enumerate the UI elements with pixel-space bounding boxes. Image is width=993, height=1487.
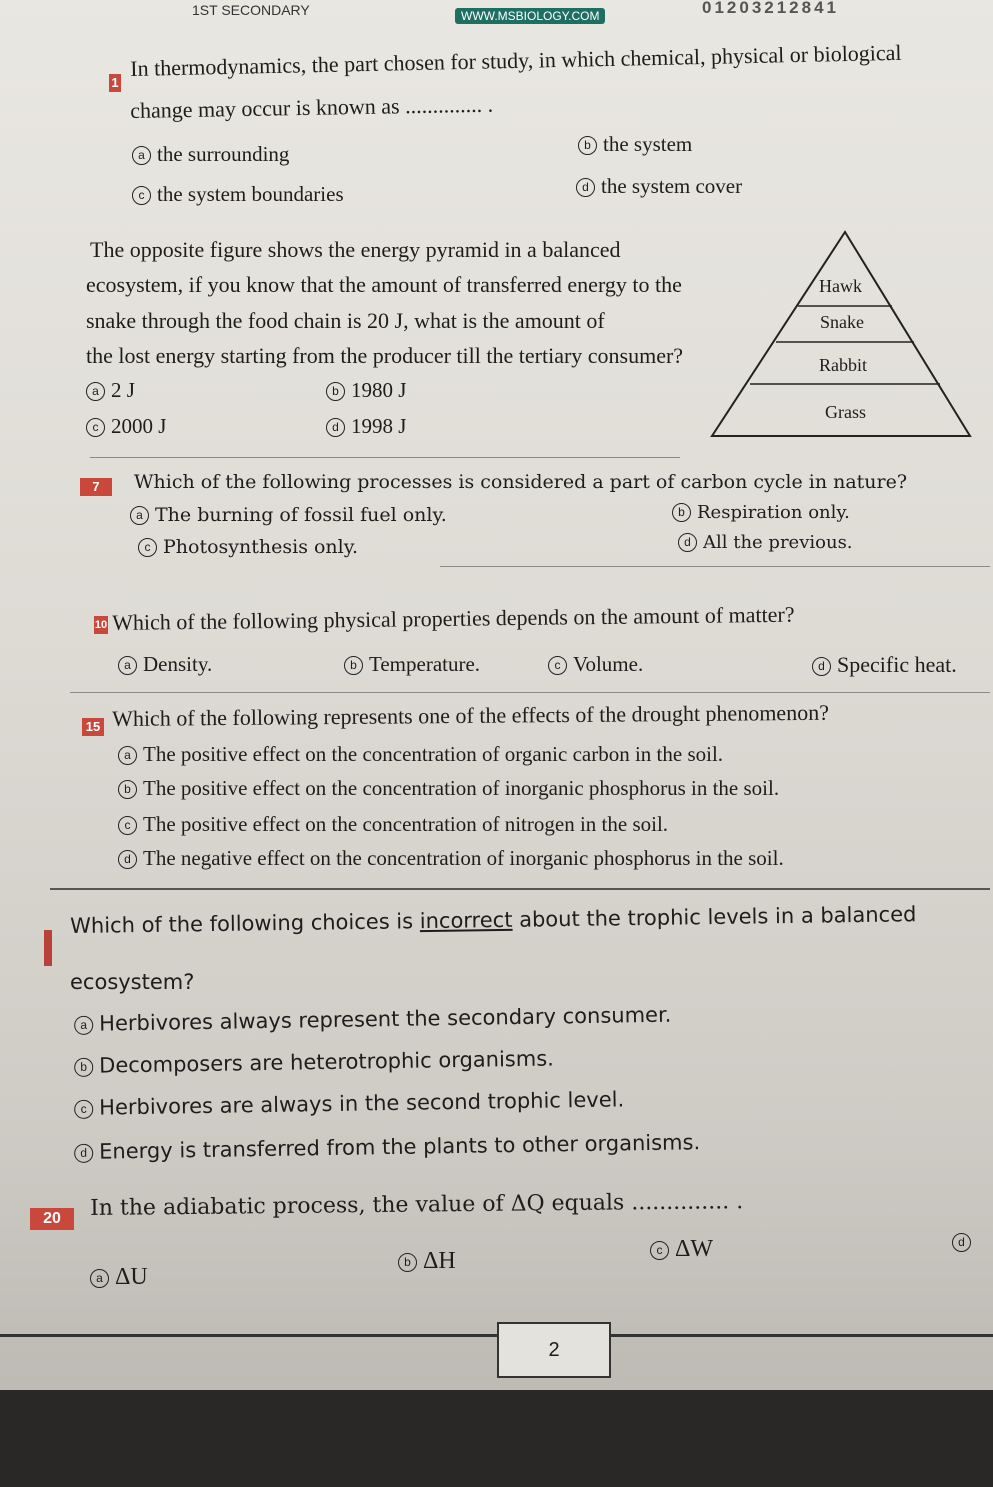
option-letter: a (132, 146, 151, 165)
option-letter: d (74, 1144, 93, 1163)
option-text: ΔU (115, 1264, 148, 1290)
option-letter: b (344, 656, 363, 675)
option-text: Volume. (573, 652, 644, 676)
option-letter: a (74, 1016, 93, 1035)
page-number: 2 (497, 1322, 611, 1378)
question-1-text: In thermodynamics, the part chosen for study, in which chemical, physical or biological (130, 39, 902, 81)
option-text: the system (603, 132, 693, 156)
option-letter: b (578, 136, 597, 155)
option-text: The positive effect on the concentration of organic carbon in the soil. (143, 742, 724, 766)
option-c[interactable] (138, 536, 358, 558)
option-text: The negative effect on the concentration of inorganic phosphorus in the soil. (143, 846, 784, 870)
question-10-text: Which of the following physical properties depends on the amount of matter? (112, 601, 795, 635)
option-text: All the previous. (703, 532, 853, 553)
divider (70, 692, 990, 693)
option-c[interactable] (74, 1087, 624, 1120)
option-a[interactable] (90, 1264, 148, 1291)
option-text: Specific heat. (837, 652, 957, 677)
option-text: Decomposers are heterotrophic organisms. (98, 1046, 555, 1078)
option-text: Herbivores always represent the secondary consumer. (98, 1002, 672, 1036)
option-letter: c (132, 186, 151, 205)
option-d[interactable] (812, 652, 957, 678)
divider (440, 566, 990, 567)
option-letter: b (74, 1058, 93, 1077)
option-d[interactable] (952, 1228, 977, 1255)
option-text: The positive effect on the concentration of inorganic phosphorus in the soil. (143, 776, 780, 800)
option-text: 1980 J (351, 378, 407, 402)
option-c[interactable] (650, 1236, 713, 1263)
trophic-question-line2: ecosystem? (70, 970, 195, 994)
option-text: ΔW (675, 1236, 714, 1262)
option-text: Herbivores are always in the second trophic level. (98, 1087, 625, 1120)
option-text: the surrounding (157, 142, 290, 166)
option-a[interactable] (74, 1003, 672, 1036)
option-letter: d (812, 657, 831, 676)
pyramid-level-snake: Snake (820, 312, 864, 332)
option-letter: b (672, 503, 691, 522)
option-letter: a (118, 656, 137, 675)
option-d[interactable] (74, 1130, 700, 1164)
option-text: Energy is transferred from the plants to other organisms. (98, 1130, 701, 1164)
option-letter: d (118, 850, 137, 869)
option-letter: c (74, 1100, 93, 1119)
option-text: 1998 J (351, 414, 407, 438)
option-a[interactable] (132, 142, 289, 167)
option-c[interactable] (132, 182, 344, 207)
option-letter: a (118, 746, 137, 765)
option-b[interactable] (672, 502, 850, 523)
pyramid-question-line3: snake through the food chain is 20 J, what is the amount of (86, 308, 605, 333)
question-number-badge: 20 (30, 1208, 74, 1230)
option-letter: d (952, 1233, 971, 1252)
divider (50, 888, 990, 890)
option-text: The positive effect on the concentration of nitrogen in the soil. (143, 812, 669, 836)
option-text: Photosynthesis only. (163, 536, 358, 558)
pyramid-question-line1: The opposite figure shows the energy pyramid in a balanced (90, 237, 621, 262)
option-letter: d (576, 178, 595, 197)
phone-number: 01203212841 (702, 0, 840, 17)
pyramid-level-rabbit: Rabbit (819, 355, 867, 375)
option-d[interactable] (326, 414, 406, 439)
option-text: Density. (143, 652, 213, 676)
website-badge: WWW.MSBIOLOGY.COM (455, 8, 605, 24)
option-d[interactable] (576, 174, 742, 199)
question-20-text: In the adiabatic process, the value of ΔQ equals .............. . (90, 1189, 744, 1221)
grade-label: 1ST SECONDARY (192, 2, 310, 18)
option-text: Temperature. (369, 652, 481, 676)
option-b[interactable] (118, 776, 779, 801)
option-letter: b (398, 1253, 417, 1272)
question-15-text: Which of the following represents one of the effects of the drought phenomenon? (112, 699, 830, 731)
option-letter: d (326, 418, 345, 437)
option-b[interactable] (398, 1248, 456, 1275)
question-number-badge: 7 (80, 478, 112, 496)
option-letter: c (118, 816, 137, 835)
pyramid-level-hawk: Hawk (819, 276, 862, 296)
option-text: Respiration only. (697, 502, 850, 523)
option-a[interactable] (118, 652, 212, 677)
option-a[interactable] (86, 378, 135, 403)
option-text: 2 J (111, 378, 135, 402)
option-letter: a (86, 382, 105, 401)
option-letter: b (118, 780, 137, 799)
option-b[interactable] (344, 652, 480, 677)
option-c[interactable] (86, 414, 166, 439)
option-d[interactable] (118, 846, 784, 871)
question-text-part: Which of the following choices is (70, 909, 420, 938)
option-c[interactable] (548, 652, 643, 677)
pyramid-question-line4: the lost energy starting from the producer till the tertiary consumer? (86, 343, 684, 368)
pyramid-question-line2: ecosystem, if you know that the amount of transferred energy to the (86, 272, 682, 297)
option-b[interactable] (578, 132, 692, 157)
question-number-badge: 1 (109, 74, 121, 92)
option-letter: c (548, 656, 567, 675)
option-text: The burning of fossil fuel only. (155, 504, 447, 526)
option-text: 2000 J (111, 414, 167, 438)
option-text: the system boundaries (157, 182, 344, 206)
question-text-part: about the trophic levels in a balanced (512, 902, 917, 932)
question-1-text-line2: change may occur is known as .............. . (130, 91, 494, 123)
divider (90, 457, 680, 458)
question-text-emphasis: incorrect (419, 907, 513, 934)
option-a[interactable] (118, 742, 723, 767)
question-7-text: Which of the following processes is considered a part of carbon cycle in nature? (134, 471, 908, 493)
option-letter: d (678, 533, 697, 552)
question-number-badge (44, 930, 52, 966)
option-letter: b (326, 382, 345, 401)
option-letter: a (90, 1269, 109, 1288)
option-b[interactable] (74, 1046, 554, 1078)
option-letter: c (650, 1241, 669, 1260)
question-number-badge: 10 (94, 616, 108, 634)
option-c[interactable] (118, 812, 668, 837)
option-text: the system cover (601, 174, 743, 198)
trophic-question-text (70, 902, 917, 938)
option-text: ΔH (423, 1248, 456, 1274)
option-b[interactable] (326, 378, 406, 403)
option-d[interactable] (678, 532, 853, 553)
option-letter: a (130, 506, 149, 525)
question-number-badge: 15 (82, 718, 104, 736)
pyramid-level-grass: Grass (825, 402, 866, 422)
option-letter: c (86, 418, 105, 437)
option-a[interactable] (130, 504, 447, 526)
option-letter: c (138, 538, 157, 557)
